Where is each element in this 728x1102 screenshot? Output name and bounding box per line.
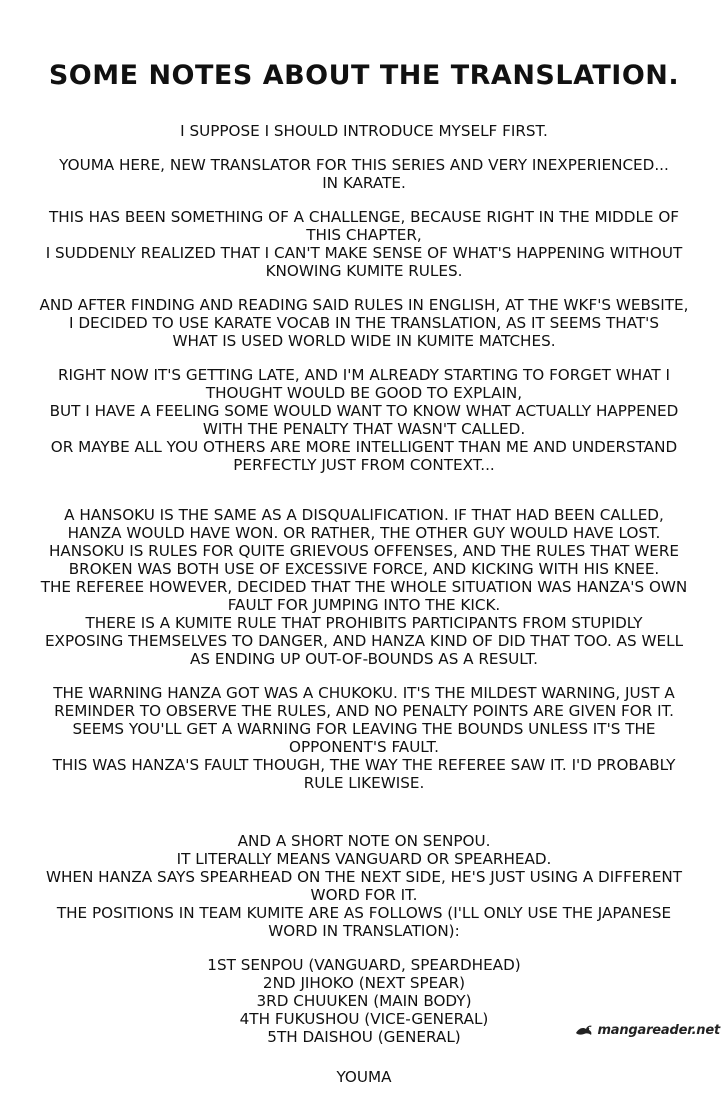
text-line: YOUMA HERE, NEW TRANSLATOR FOR THIS SERIES AND VERY INEXPERIENCED...: [59, 156, 669, 174]
signature: [20, 1068, 708, 1086]
list-item: 5TH DAISHOU (GENERAL): [267, 1028, 461, 1046]
text-line: THOUGHT WOULD BE GOOD TO EXPLAIN,: [205, 384, 523, 402]
paragraph-hansoku: [20, 506, 708, 668]
text-line: KNOWING KUMITE RULES.: [265, 262, 463, 280]
text-line: HANZA WOULD HAVE WON. OR RATHER, THE OTHER GUY WOULD HAVE LOST.: [67, 524, 661, 542]
text-line: WORD IN TRANSLATION):: [268, 922, 460, 940]
text-line: BROKEN WAS BOTH USE OF EXCESSIVE FORCE, AND KICKING WITH HIS KNEE.: [68, 560, 660, 578]
text-line: A HANSOKU IS THE SAME AS A DISQUALIFICATION. IF THAT HAD BEEN CALLED,: [64, 506, 664, 524]
text-line: SEEMS YOU'LL GET A WARNING FOR LEAVING THE BOUNDS UNLESS IT'S THE: [72, 720, 656, 738]
text-line: THIS CHAPTER,: [306, 226, 422, 244]
list-item: 2ND JIHOKO (NEXT SPEAR): [262, 974, 466, 992]
text-line: THIS WAS HANZA'S FAULT THOUGH, THE WAY THE REFEREE SAW IT. I'D PROBABLY: [52, 756, 676, 774]
text-line: I SUDDENLY REALIZED THAT I CAN'T MAKE SENSE OF WHAT'S HAPPENING WITHOUT: [45, 244, 683, 262]
text-line: PERFECTLY JUST FROM CONTEXT...: [233, 456, 495, 474]
text-line: AND A SHORT NOTE ON SENPOU.: [237, 832, 491, 850]
text-line: THERE IS A KUMITE RULE THAT PROHIBITS PARTICIPANTS FROM STUPIDLY: [85, 614, 643, 632]
paragraph-senpou: [20, 832, 708, 940]
list-item: 1ST SENPOU (VANGUARD, SPEARDHEAD): [207, 956, 521, 974]
page-title: SOME NOTES ABOUT THE TRANSLATION.: [48, 60, 680, 91]
text-line: RIGHT NOW IT'S GETTING LATE, AND I'M ALREADY STARTING TO FORGET WHAT I: [57, 366, 671, 384]
text-line: THE REFEREE HOWEVER, DECIDED THAT THE WHOLE SITUATION WAS HANZA'S OWN: [40, 578, 688, 596]
watermark: [574, 1020, 720, 1040]
paragraph-chukoku: [20, 684, 708, 792]
paragraph-challenge: [20, 208, 708, 280]
text-line: THE WARNING HANZA GOT WAS A CHUKOKU. IT'S THE MILDEST WARNING, JUST A: [53, 684, 675, 702]
text-line: OPPONENT'S FAULT.: [289, 738, 439, 756]
list-item: 4TH FUKUSHOU (VICE-GENERAL): [239, 1010, 489, 1028]
text-line: FAULT FOR JUMPING INTO THE KICK.: [227, 596, 501, 614]
paragraph-rules: [20, 296, 708, 350]
text-line: IT LITERALLY MEANS VANGUARD OR SPEARHEAD.: [176, 850, 552, 868]
paragraph-intro: [20, 122, 708, 140]
text-line: RULE LIKEWISE.: [303, 774, 425, 792]
spacer: [20, 490, 708, 506]
text-line: WHAT IS USED WORLD WIDE IN KUMITE MATCHES.: [172, 332, 556, 350]
text-line: THIS HAS BEEN SOMETHING OF A CHALLENGE, BECAUSE RIGHT IN THE MIDDLE OF: [48, 208, 680, 226]
text-line: AND AFTER FINDING AND READING SAID RULES IN ENGLISH, AT THE WKF'S WEBSITE,: [39, 296, 689, 314]
text-line: IN KARATE.: [322, 174, 406, 192]
text-line: AS ENDING UP OUT-OF-BOUNDS AS A RESULT.: [190, 650, 538, 668]
notes-body: [20, 122, 708, 1102]
signature-text: YOUMA: [336, 1068, 392, 1086]
text-line: REMINDER TO OBSERVE THE RULES, AND NO PENALTY POINTS ARE GIVEN FOR IT.: [54, 702, 674, 720]
text-line: BUT I HAVE A FEELING SOME WOULD WANT TO KNOW WHAT ACTUALLY HAPPENED: [49, 402, 679, 420]
text-line: EXPOSING THEMSELVES TO DANGER, AND HANZA KIND OF DID THAT TOO. AS WELL: [44, 632, 684, 650]
watermark-text: mangareader.net: [597, 1022, 720, 1038]
text-line: I DECIDED TO USE KARATE VOCAB IN THE TRANSLATION, AS IT SEEMS THAT'S: [69, 314, 659, 332]
text-line: WITH THE PENALTY THAT WASN'T CALLED.: [202, 420, 526, 438]
text-line: THE POSITIONS IN TEAM KUMITE ARE AS FOLLOWS (I'LL ONLY USE THE JAPANESE: [56, 904, 672, 922]
list-item: 3RD CHUUKEN (MAIN BODY): [256, 992, 472, 1010]
crow-logo-icon: [574, 1020, 594, 1040]
text-line: I SUPPOSE I SHOULD INTRODUCE MYSELF FIRST.: [180, 122, 548, 140]
text-line: HANSOKU IS RULES FOR QUITE GRIEVOUS OFFENSES, AND THE RULES THAT WERE: [48, 542, 680, 560]
text-line: WORD FOR IT.: [310, 886, 418, 904]
paragraph-translator: [20, 156, 708, 192]
text-line: WHEN HANZA SAYS SPEARHEAD ON THE NEXT SIDE, HE'S JUST USING A DIFFERENT: [45, 868, 683, 886]
paragraph-late: [20, 366, 708, 474]
spacer: [20, 808, 708, 832]
text-line: OR MAYBE ALL YOU OTHERS ARE MORE INTELLIGENT THAN ME AND UNDERSTAND: [50, 438, 678, 456]
